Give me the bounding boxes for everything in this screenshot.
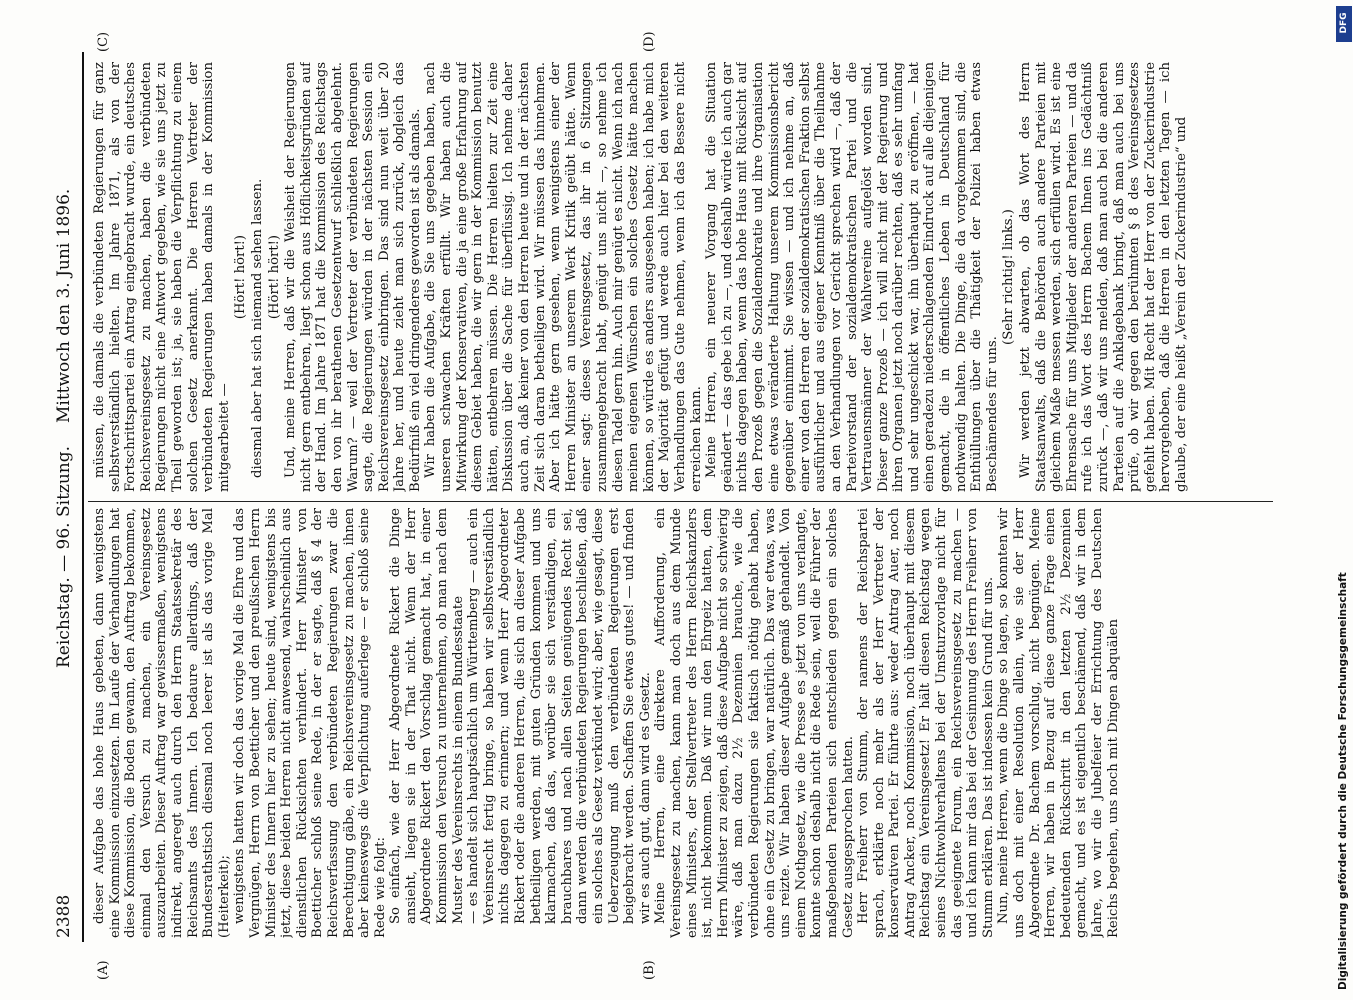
interjection: (Hört! hört!) [266,234,282,320]
quoted-paragraph: — es handelt sich hauptsächlich um Württemberg — auch ein Vereinsrecht fertig bringe, so haben wir selbstverständlich nichts dagegen zu erinnern; und wenn Herr Abgeordneter Rickert oder die anderen Herren, die sich an dieser Aufgabe betheiligen werden, mit guten Gründen kommen und uns klarmachen, daß das, worüber sie sich verständigen, ein brauchbares und nach allen Seiten genügendes Recht sei, dann werden die verbündeten Regierungen beschließen, daß ein solches als Gesetz verkündet wird; aber, wie gesagt, diese Ueberzeugung muß den verbündeten Regierungen erst beigebracht werden. Schaffen Sie etwas gutes! — und finden wir es auch gut, dann wird es Gesetz. [466,508,653,924]
margin-mark-c: (C) [96,31,111,52]
paragraph: wenigstens hatten wir doch das vorige Mal die Ehre und das Vergnügen, Herrn von Boetticher und den preußischen Herrn Minister des Innern hier zu sehen; heute sind, wenigstens bis jetzt, diese beiden Herren nicht anwesend, wahrscheinlich aus dienstlichen Rücksichten verhindert. Herr Minister von Boetticher schloß seine Rede, in der er sagte, daß § 4 der Reichsverfassung den verbündeten Regierungen zwar die Berechtigung gäbe, ein Reichsvereinsgesetz zu machen, ihnen aber keineswegs die Verpflichtung auferlege — er schloß seine Rede wie folgt: [232,508,388,938]
paragraph: Und, meine Herren, daß wir die Weisheit der Regierungen nicht gern entbehren, liegt schon aus Höflichkeitsgründen auf der Hand. Im Jahre 1871 hat die Kommission des Reichstags den von ihr berathenen Gesetzentwurf schließlich abgelehnt. Warum? — weil der Vertreter der verbündeten Regierungen sagte, die Regierungen würden in der nächsten Session ein Reichsvereinsgesetz einbringen. Das sind nun weit über 20 Jahre her, und heute zieht man sich zurück, obgleich das Bedürfniß ein viel dringenderes geworden ist als damals. [283,62,423,492]
credit-text: Digitalisierung gefördert durch die Deutsche Forschungsgemeinschaft [1337,572,1349,990]
paragraph: müssen, die damals die verbündeten Regierungen für ganz selbstverständlich hielten. Im Jahre 1871, als von der Fortschrittspartei ein Antrag eingebracht wurde, ein deutsches Reichsvereinsgesetz zu machen, haben die verbündeten Regierungen nicht eine Antwort gegeben, wie sie uns jetzt zu Theil geworden ist; ja, sie haben die Verpflichtung zu einem solchen Gesetz anerkannt. Die Herren Vertreter der verbündeten Regierungen haben damals in der Kommission mitgearbeitet — [92,62,232,492]
dfg-logo [1336,6,1352,42]
paragraph: Wir haben die Aufgabe, die Sie uns gegeben haben, nach unseren schwachen Kräften erfüllt. Wir haben auch die Mitwirkung der Konservativen, die ja eine große Erfahrung auf diesem Gebiet haben, die wir gern in der Kommission benutzt hätten, entbehren müssen. Die Herren hielten zur Zeit eine Diskussion über die Sache für überflüssig. Ich nehme daher auch an, daß keiner von den Herren heute und in der nächsten Zeit sich daran betheiligen wird. Wir müssen das hinnehmen. Aber ich hätte gern gesehen, wenn wenigstens einer der Herren Minister an unserem Werk Kritik geübt hätte. Wenn einer sagt: dieses Vereinsgesetz, das ihr in 6 Sitzungen zusammengebracht habt, genügt uns nicht —, so nehme ich diesen Tadel gern hin. Auch mir genügt es nicht. Wenn ich nach meinen eigenen Wünschen ein solches Gesetz hätte machen können, so würde es anders ausgesehen haben; ich habe mich der Majorität gefügt und werde auch hier bei den weiteren Verhandlungen das Gute nehmen, wenn ich das Bessere nicht erreichen kann. [423,62,704,492]
digitization-credit [1337,160,1351,990]
running-head [50,58,80,938]
quoted-paragraph: So einfach, wie der Herr Abgeordnete Rickert die Dinge ansieht, liegen sie in der That nicht. Wenn der Herr Abgeordnete Rickert den Vorschlag gemacht hat, in einer Kommission den Versuch zu unternehmen, ob man nach dem Muster des Vereinsrechts in einem Bundesstaate [388,508,466,924]
left-text-column [92,508,1272,938]
column-divider [88,501,1273,502]
interjection: (Sehr richtig! links.) [1001,209,1017,345]
interjection: (Hört! hört!) [233,234,249,320]
paragraph: Herr Freiherr von Stumm, der namens der Reichspartei sprach, erklärte noch mehr als der Herr Vertreter der konservativen Partei. Er führte aus: weder Antrag Auer, noch Antrag Ancker, noch Kommission, noch überhaupt mit diesem Reichstag ein Vereinsgesetz! Er hält diesen Reichstag wegen seines Nichtwohlverhaltens bei der Umsturzvorlage nicht für das geeignete Forum, ein Reichsvereinsgesetz zu machen — und ich kann mir das bei der Gesinnung des Herrn Freiherr von Stumm erklären. Das ist indessen kein Grund für uns. [856,508,996,938]
page-number: 2388 [54,894,74,938]
paragraph: dieser Aufgabe das hohe Haus gebeten, dann wenigstens eine Kommission einzusetzen. Im Laufe der Verhandlungen hat diese Kommission, die Boden gewann, den Auftrag bekommen, einmal den Versuch zu machen, ein Vereinsgesetz auszuarbeiten. Dieser Auftrag war gewissermaßen, wenigstens indirekt, angeregt auch durch den Herrn Staatssekretär des Reichsamts des Innern. Ich bedaure allerdings, daß der Bundesrathstisch diesmal noch leerer ist als das vorige Mal (Heiterkeit); [92,508,232,938]
margin-mark-b: (B) [642,960,657,980]
dfg-logo-text: DFG [1339,12,1349,34]
paragraph: Meine Herren, ein neuerer Vorgang hat die Situation geändert — das gebe ich zu —, und deshalb würde ich auch gar nichts dagegen haben, wenn das hohe Haus mit Rücksicht auf den Prozeß gegen die Sozialdemokratie und ihre Organisation eine etwas veränderte Haltung unserem Kommissionsbericht gegenüber einnimmt. Sie wissen — und ich nehme an, daß einer von den Herren der sozialdemokratischen Fraktion selbst ausführlicher und aus eigener Kenntniß über die Theilnahme an den Verhandlungen vor Gericht sprechen wird —, daß der Parteivorstand der sozialdemokratischen Partei und die Vertrauensmänner der Wahlvereine aufgelöst worden sind. Dieser ganze Prozeß — ich will nicht mit der Regierung und ihren Organen jetzt noch darüber rechten, daß es sehr umfang und sehr ungeschickt war, ihn überhaupt zu eröffnen, — hat einen geradezu niederschlagenden Eindruck auf alle diejenigen gemacht, die in öffentliches Leben in Deutschland für nothwendig halten. Die Dinge, die da vorgekommen sind, die Enthüllungen über die Thätigkeit der Polizei haben etwas Beschämendes für uns. [704,62,1000,492]
paragraph: Wir werden jetzt abwarten, ob das Wort des Herrn Staatsanwalts, daß die Behörden auch andere Parteien mit gleichem Maße messen werden, sich erfüllen wird. Es ist eine Ehrensache für uns Mitglieder der anderen Parteien — und da rufe ich das Wort des Herrn Bachem Ihnen ins Gedächtniß zurück —, daß wir uns melden, daß man auch bei die anderen Parteien auf die Anklagebank bringt, daß man auch bei uns prüfe, ob wir gegen den berühmten § 8 des Vereinsgesetzes gefehlt haben. Mit Recht hat der Herr von der Zuckerindustrie hervorgehoben, daß die Herren in den letzten Tagen — ich glaube, der eine heißt „Verein der Zuckerindustrie“ und [1018,62,1189,492]
paragraph: diesmal aber hat sich niemand sehen lassen. [249,178,265,478]
header-rule [82,52,84,942]
margin-mark-a: (A) [96,960,111,980]
paragraph: Nun, meine Herren, wenn die Dinge so lagen, so konnten wir uns doch mit einer Resolution allein, wie sie der Herr Abgeordnete Dr. Bachem vorschlug, nicht begnügen. Meine Herren, wir haben in Bezug auf diese ganze Frage einen bedeutenden Rückschritt in den letzten 2½ Dezennien gemacht, und es ist eigentlich beschämend, daß wir in dem Jahre, wo wir die Jubelfeier der Errichtung des Deutschen Reichs begehen, uns noch mit Dingen abquälen [996,508,1121,938]
paragraph: Meine Herren, eine direktere Aufforderung, ein Vereinsgesetz zu machen, kann man doch aus dem Munde eines Ministers, der Stellvertreter des Herrn Reichskanzlers ist, nicht bekommen. Daß wir nun den Ehrgeiz hatten, dem Herrn Minister zu zeigen, daß diese Aufgabe nicht so schwierig wäre, daß man dazu 2½ Dezennien brauche, wie die verbündeten Regierungen sie faktisch nöthig gehabt haben, ohne ein Gesetz zu bringen, war natürlich. Das war etwas, was uns reizte. Wir haben dieser Aufgabe gemäß gehandelt. Von einem Nothgesetz, wie die Presse es jetzt von uns verlangte, konnte schon deshalb nicht die Rede sein, weil die Führer der maßgebenden Parteien sich entschieden gegen ein solches Gesetz ausgesprochen hatten. [653,508,856,938]
margin-mark-d: (D) [642,31,657,52]
session-title: Reichstag. — 96. Sitzung. [54,445,74,668]
session-date: Mittwoch den 3. Juni 1896. [54,188,74,423]
right-text-column [92,62,1272,492]
